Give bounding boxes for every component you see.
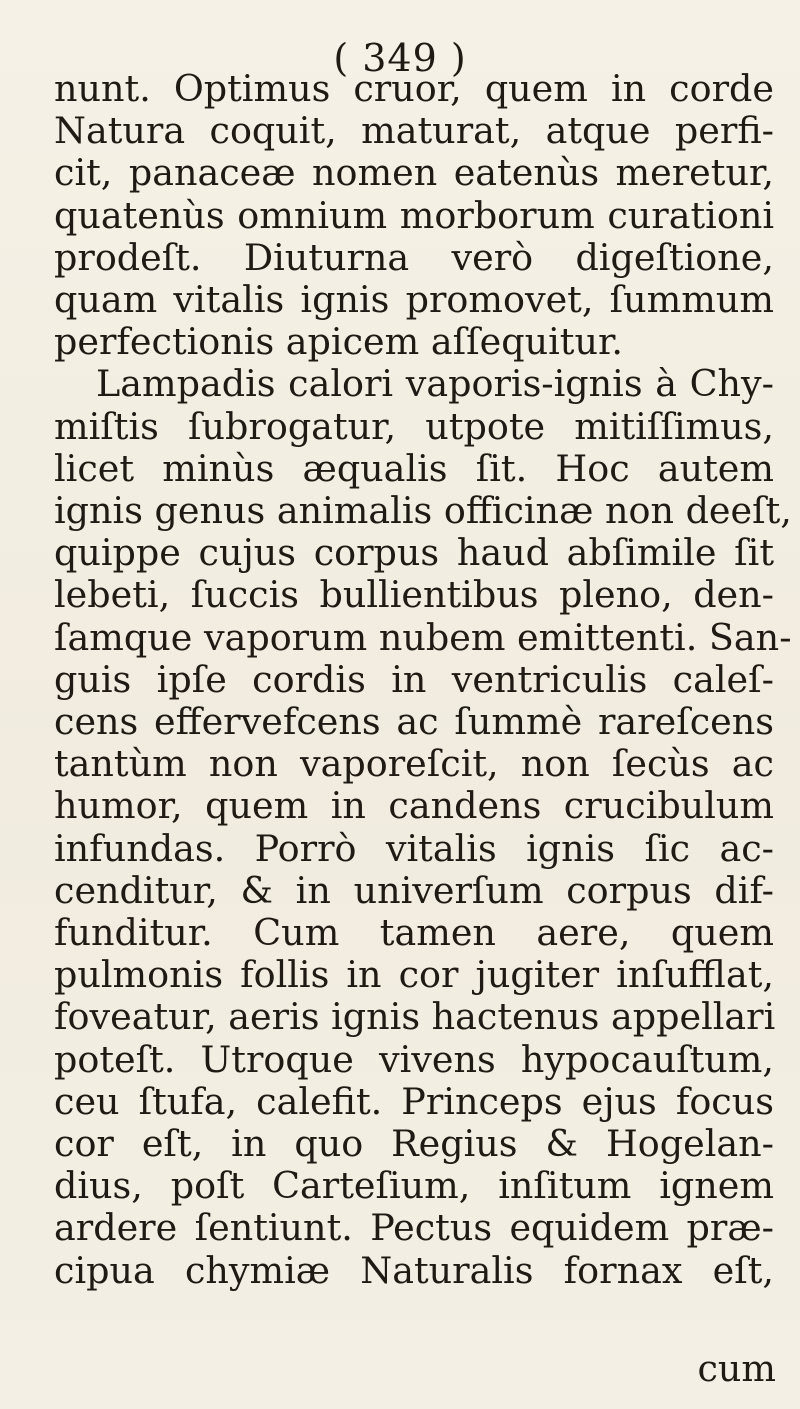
text-line: perfectionis apicem aſſequitur.	[54, 320, 623, 364]
text-line: cit, panaceæ nomen eatenùs meretur,	[54, 151, 774, 195]
text-line: cens effervefcens ac ſummè rareſcens	[54, 700, 774, 744]
text-line: tantùm non vaporeſcit, non ſecùs ac	[54, 742, 774, 786]
text-line: Lampadis calori vaporis-ignis à Chy-	[96, 362, 774, 406]
text-line: guis ipſe cordis in ventriculis caleſ-	[54, 657, 774, 701]
text-line: poteſt. Utroque vivens hypocauſtum,	[54, 1037, 774, 1081]
catchword: cum	[697, 1347, 776, 1390]
text-line: nunt. Optimus cruor, quem in corde	[54, 67, 774, 110]
page-number: ( 349 )	[333, 36, 467, 80]
body-text	[54, 67, 792, 1292]
text-line: ceu ſtufa, calefit. Princeps ejus focus	[54, 1079, 774, 1123]
text-line: cipua chymiæ Naturalis fornax eſt,	[54, 1248, 774, 1292]
text-line: prodeſt. Diuturna verò digeſtione,	[54, 235, 774, 279]
text-line: ignis genus animalis officinæ non deeſt,	[54, 489, 792, 533]
text-line: foveatur, aeris ignis hactenus appellari	[54, 995, 776, 1039]
text-line: quatenùs omnium morborum curationi	[54, 193, 774, 237]
text-line: pulmonis follis in cor jugiter inſufflat,	[54, 953, 774, 997]
text-line: infundas. Porrò vitalis ignis ſic ac-	[54, 826, 774, 870]
text-line: lebeti, ſuccis bullientibus pleno, den-	[54, 573, 774, 617]
text-line: quam vitalis ignis promovet, ſummum	[54, 278, 774, 322]
text-line: cenditur, & in univerſum corpus dif-	[54, 868, 774, 912]
text-line: dius, poſt Carteſium, inſitum ignem	[54, 1164, 774, 1208]
text-line: ardere ſentiunt. Pectus equidem præ-	[54, 1206, 774, 1250]
text-line: ſamque vaporum nubem emittenti. San-	[54, 615, 792, 659]
text-line: cor eſt, in quo Regius & Hogelan-	[54, 1122, 774, 1166]
text-line: quippe cujus corpus haud abſimile ſit	[54, 531, 774, 575]
text-line: Natura coquit, maturat, atque perfi-	[54, 109, 774, 153]
text-line: humor, quem in candens crucibulum	[54, 784, 774, 828]
text-line: miſtis ſubrogatur, utpote mitiſſimus,	[54, 404, 774, 448]
text-line: licet minùs æqualis ſit. Hoc autem	[54, 446, 774, 490]
text-line: funditur. Cum tamen aere, quem	[54, 911, 774, 955]
